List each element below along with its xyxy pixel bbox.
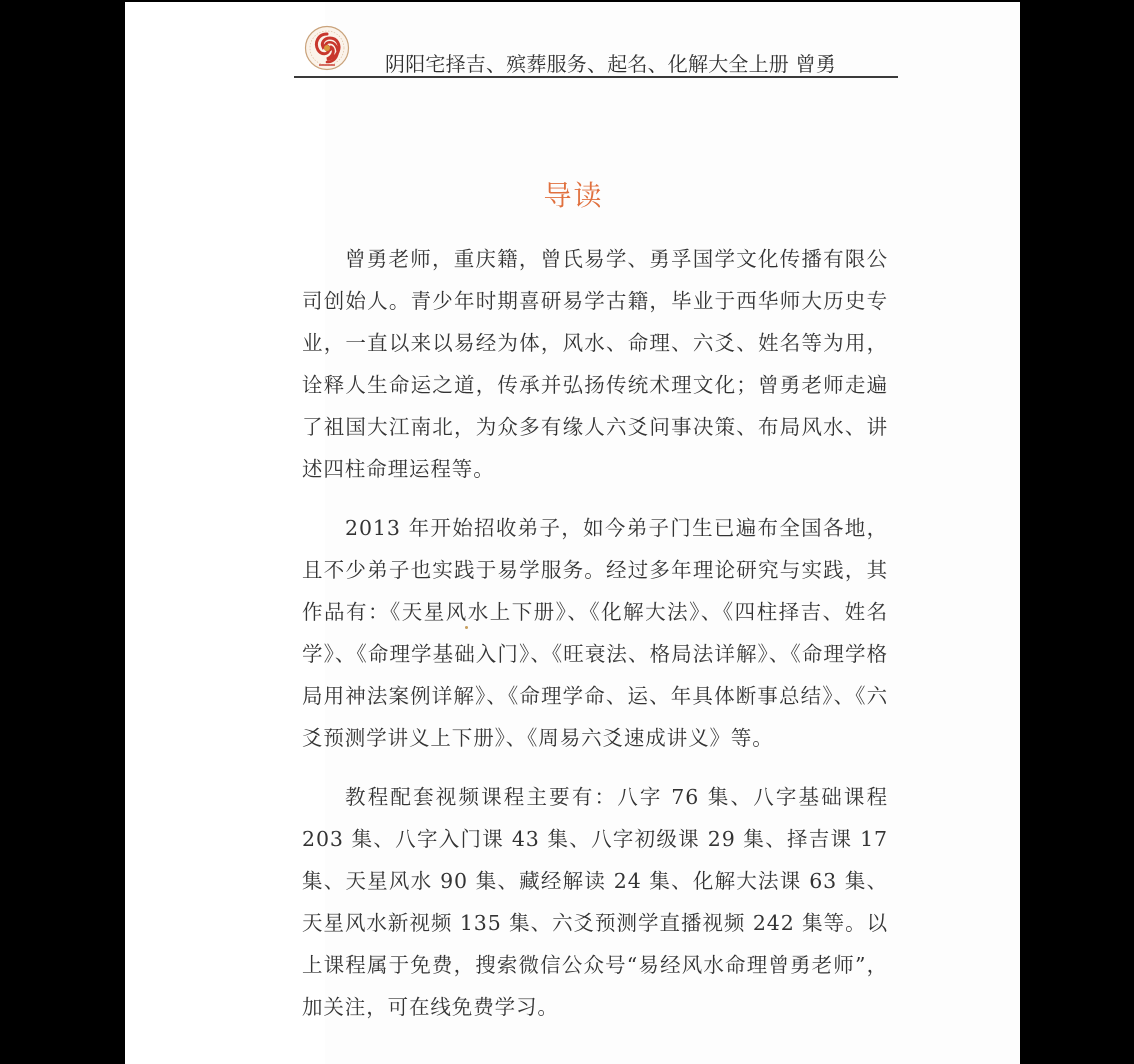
paragraph-works: 2013 年开始招收弟子，如今弟子门生已遍布全国各地，且不少弟子也实践于易学服务。经过多年理论研究与实践，其作品有：《天星风水上下册》、《化解大法》、《四柱择吉、姓名学》、《命理学基础入门》、《旺衰法、格局法详解》、《命理学格局用神法案例详解》、《命理学命、运、年具体断事总结》、《六爻预测学讲义上下册》、《周易六爻速成讲义》等。 xyxy=(302,516,888,750)
section-title: 导读 xyxy=(543,179,604,212)
running-header xyxy=(294,22,900,80)
document-page xyxy=(125,2,1020,1064)
header-title: 阴阳宅择吉、殡葬服务、起名、化解大全上册 曾勇 xyxy=(385,52,836,76)
seal-logo-icon xyxy=(304,25,350,71)
paragraph-intro: 曾勇老师，重庆籍，曾氏易学、勇孚国学文化传播有限公司创始人。青少年时期喜研易学古籍，毕业于西华师大历史专业，一直以来以易经为体，风水、命理、六爻、姓名等为用，诠释人生命运之道，传承并弘扬传统术理文化；曾勇老师走遍了祖国大江南北，为众多有缘人六爻问事决策、布局风水、讲述四柱命理运程等。 xyxy=(302,247,888,481)
header-divider xyxy=(294,76,898,78)
body-text xyxy=(302,238,888,1045)
paragraph-courses: 教程配套视频课程主要有：八字 76 集、八字基础课程 203 集、八字入门课 43 集、八字初级课 29 集、择吉课 17 集、天星风水 90 集、藏经解读 24 集、化解大法课 63 集、天星风水新视频 135 集、六爻预测学直播视频 242 集等。以上课程属于免费，搜索微信公众号“易经风水命理曾勇老师”，加关注，可在线免费学习。 xyxy=(302,785,888,1019)
scan-artifact xyxy=(465,626,468,629)
